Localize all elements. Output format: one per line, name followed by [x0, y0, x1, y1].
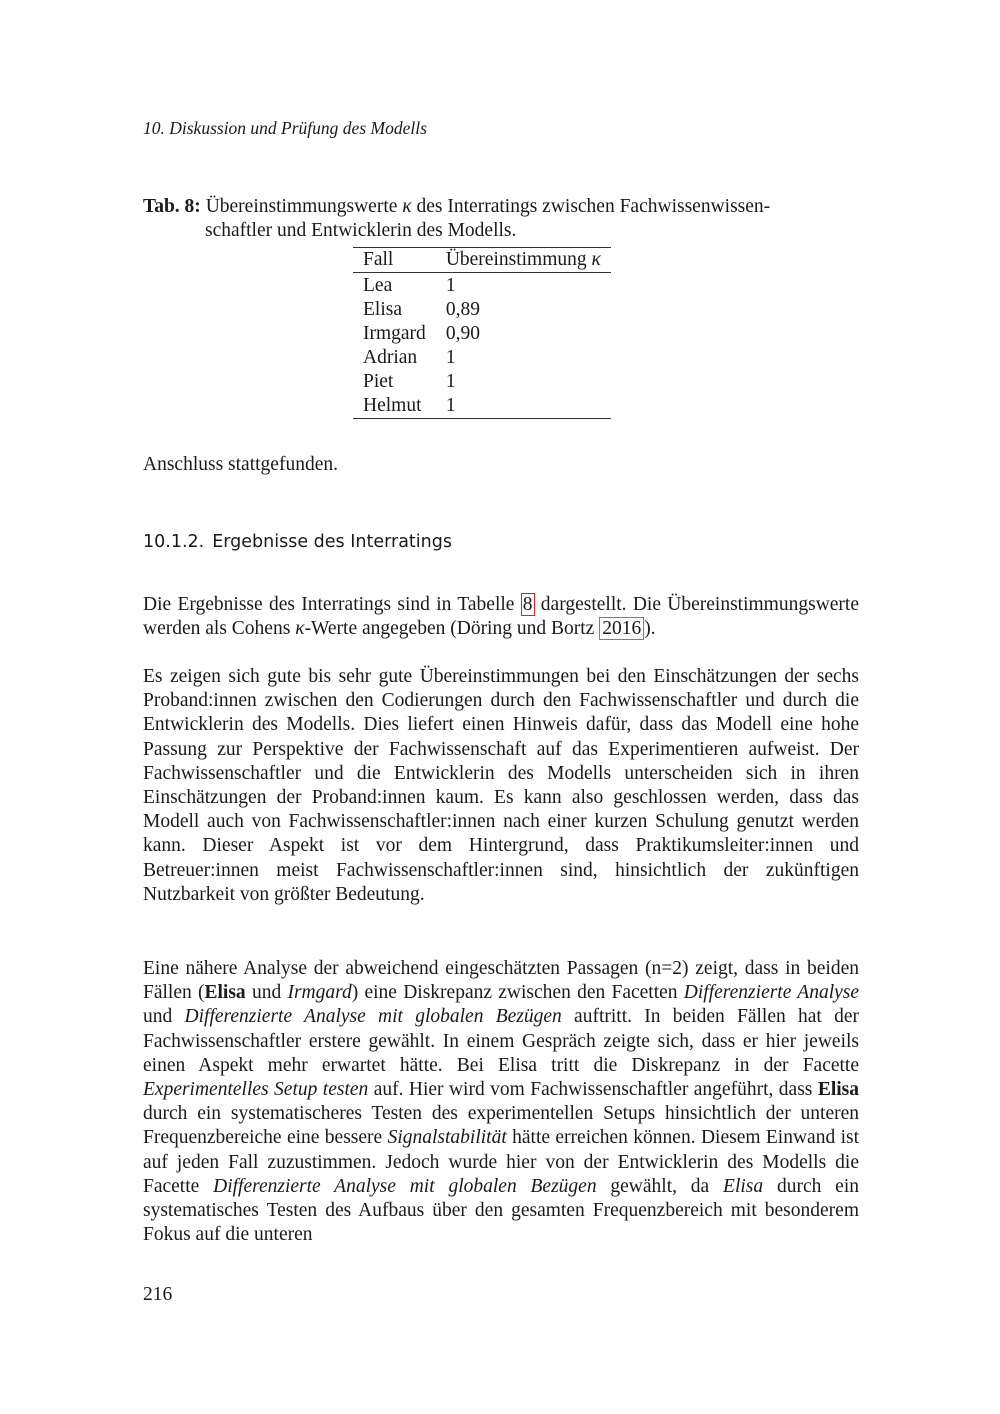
- table-row: [353, 322, 611, 346]
- table-row: [353, 370, 611, 394]
- case-cell: Piet: [363, 371, 394, 392]
- table-row: [353, 298, 611, 322]
- table-reference-link[interactable]: 8: [522, 594, 533, 615]
- caption-text-pre: Übereinstimmungswerte: [205, 196, 398, 217]
- value-cell: 0,90: [445, 323, 480, 344]
- table-header-row: [353, 248, 611, 273]
- header-case: Fall: [363, 249, 394, 270]
- agreement-table: [353, 247, 611, 419]
- case-cell: Adrian: [363, 347, 418, 368]
- case-cell: Lea: [363, 275, 393, 296]
- paragraph-2: Es zeigen sich gute bis sehr gute Übereinstimmungen bei den Einschätzungen der sechs Proband:innen zwischen den Codierungen durch den Fachwissenschaftler und durch die Entwicklerin des Modells. Dies liefert einen Hinweis dafür, dass das Modell eine hohe Passung zur Perspektive der Fachwissenschaft auf das Experimentieren aufweist. Der Fachwissenschaftler und die Entwicklerin des Modells unterscheiden sich in ihren Einschätzungen der Proband:innen kaum. Es kann also geschlossen werden, dass das Modell auch von Fachwissenschaftler:innen nach einer kurzen Schulung genutzt werden kann. Dieser Aspekt ist vor dem Hintergrund, dass Praktikumsleiter:innen und Betreuer:innen meist Fachwissenschaftler:innen sind, hinsichtlich der zukünftigen Nutzbarkeit von größter Bedeutung.: [143, 666, 859, 905]
- kappa-symbol: κ: [402, 196, 412, 217]
- paragraph-1: Die Ergebnisse des Interratings sind in Tabelle 8 dargestellt. Die Übereinstimmungswerte werden als Cohens κ-Werte angegeben (Döring und Bortz 2016 ).: [143, 594, 859, 640]
- section-heading: [143, 532, 452, 552]
- table-caption: [143, 195, 859, 243]
- value-cell: 0,89: [445, 299, 480, 320]
- page-number: 216: [143, 1284, 173, 1305]
- section-number: 10.1.2.: [143, 532, 205, 552]
- value-cell: 1: [445, 275, 456, 296]
- caption-text-post: des Interratings zwischen Fachwissenwissen-: [416, 196, 771, 217]
- caption-line-2: schaftler und Entwicklerin des Modells.: [205, 220, 517, 241]
- kappa-symbol: κ: [295, 618, 305, 640]
- table-label: Tab. 8:: [143, 196, 201, 217]
- citation-link[interactable]: 2016: [599, 617, 644, 640]
- paragraph-3: Eine nähere Analyse der abweichend eingeschätzten Passagen (n=2) zeigt, dass in beiden Fällen (Elisa und Irmgard) eine Diskrepanz zwischen den Facetten Differenzierte Analyse und Differenzierte Analyse mit globalen Bezügen auftritt. In beiden Fällen hat der Fachwissenschaftler erstere gewählt. In einem Gespräch zeigte sich, dass er hier jeweils einen Aspekt mehr erwartet hätte. Bei Elisa tritt die Diskrepanz in der Facette Experimentelles Setup testen auf. Hier wird vom Fachwissenschaftler angeführt, dass Elisa durch ein systematischeres Testen des experimentellen Setups hinsichtlich der unteren Frequenzbereiche eine bessere Signalstabilität hätte erreichen können. Diesem Einwand ist auf jeden Fall zuzustimmen. Jedoch wurde hier von der Entwicklerin des Modells die Facette Differenzierte Analyse mit globalen Bezügen gewählt, da Elisa durch ein systematisches Testen des Aufbaus über den gesamten Frequenzbereich mit besonderem Fokus auf die unteren: [143, 958, 860, 1246]
- table-row: [353, 394, 611, 419]
- case-cell: Helmut: [363, 395, 422, 416]
- value-cell: 1: [445, 347, 456, 368]
- value-cell: 1: [445, 371, 456, 392]
- table-row: [353, 273, 611, 299]
- running-head: 10. Diskussion und Prüfung des Modells: [143, 118, 427, 138]
- preceding-text: Anschluss stattgefunden.: [143, 454, 338, 475]
- table-row: [353, 346, 611, 370]
- case-cell: Irmgard: [363, 323, 426, 344]
- case-cell: Elisa: [363, 299, 402, 320]
- value-cell: 1: [445, 395, 456, 416]
- header-agreement: Übereinstimmung κ: [445, 249, 601, 270]
- section-title: Ergebnisse des Interratings: [212, 532, 452, 552]
